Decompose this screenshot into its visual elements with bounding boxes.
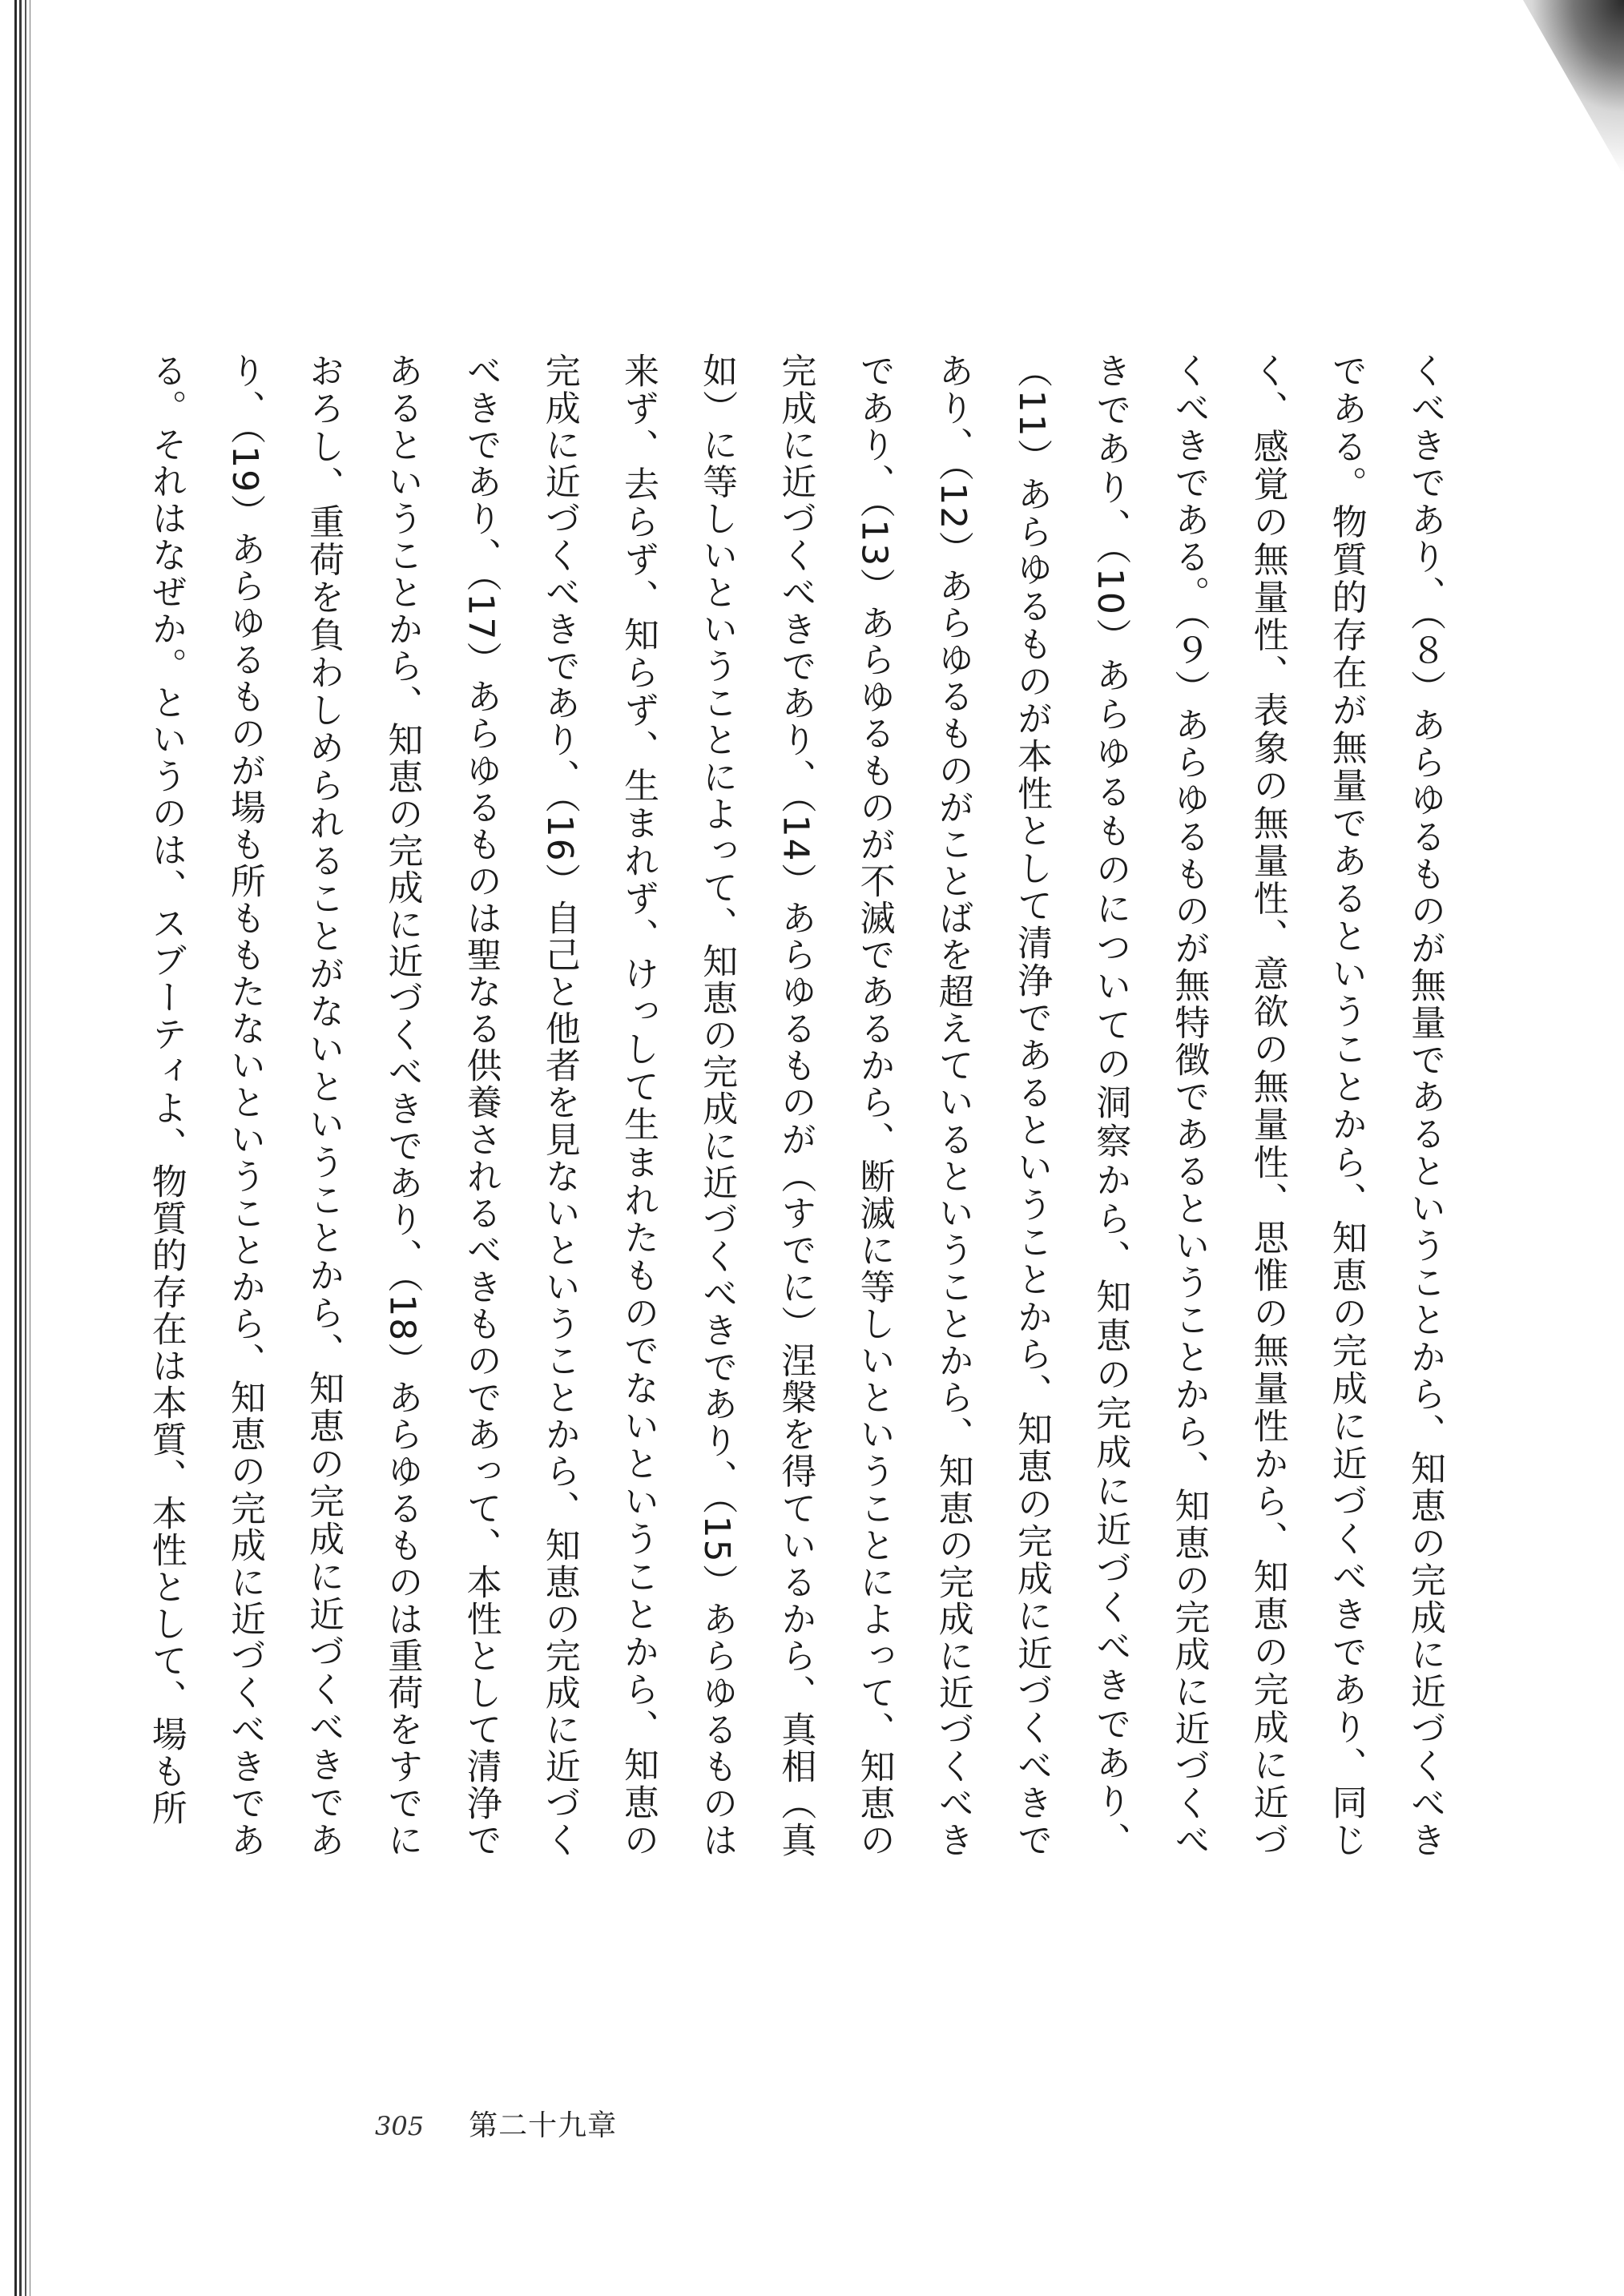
body-paragraph: くべきであり、（８）あらゆるものが無量であるということから、知恵の完成に近づくべきである。物質的存在が無量であるということから、知恵の完成に近づくべきであり、同じく、感覚の無量性、表象の無量性、意欲の無量性、思惟の無量性から、知恵の完成に近づくべきである。（９）あらゆるものが無特徴であるということから、知恵の完成に近づくべきであり、（10）あらゆるものについての洞察から、知恵の完成に近づくべきであり、（11）あらゆるものが本性として清浄であるということから、知恵の完成に近づくべきであり、（12）あらゆるものがことばを超えているということから、知恵の完成に近づくべきであり、（13）あらゆるものが不滅であるから、断滅に等しいということによって、知恵の完成に近づくべきであり、（14）あらゆるものが（すでに）涅槃を得ているから、真相（真如）に等しいということによって、知恵の完成に近づくべきであり、（15）あらゆるものは来ず、去らず、知らず、生まれず、けっして生まれたものでないということから、知恵の完成に近づくべきであり、（16）自己と他者を見ないということから、知恵の完成に近づくべきであり、（17）あらゆるものは聖なる供養されるべきものであって、本性として清浄であるということから、知恵の完成に近づくべきであり、（18）あらゆるものは重荷をすでにおろし、重荷を負わしめられることがないということから、知恵の完成に近づくべきであり、（19）あらゆるものが場も所ももたないということから、知恵の完成に近づくべきである。それはなぜか。というのは、スブーティよ、物質的存在は本質、本性として、場も所	[145, 352, 1445, 1859]
scan-shadow	[1480, 0, 1624, 176]
body-text-block	[145, 352, 1464, 1859]
page-number: 305	[375, 2111, 425, 2141]
book-binding-edge	[0, 0, 56, 2296]
page-footer	[375, 2103, 617, 2143]
chapter-title: 第二十九章	[469, 2109, 618, 2142]
